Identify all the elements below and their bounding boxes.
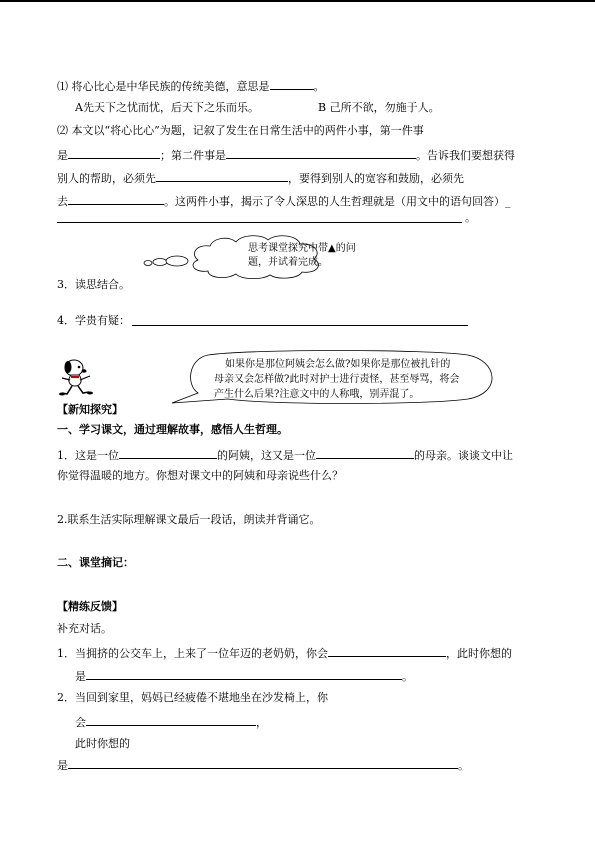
q1-option-a: A先天下之忧而忧，后天下之乐而乐。 — [75, 101, 259, 114]
practice-q1-line2: 是 。 — [75, 670, 413, 683]
cloud-line2: 题，并试着完成。 — [248, 257, 328, 268]
q2-line4: 去 。这两件小事，揭示了令人深思的人生哲理就是（用文中的语句回答）_ — [57, 195, 511, 208]
item-3: 3．读思结合。 — [57, 278, 130, 291]
practice-q2-line1: 2．当回到家里，妈妈已经疲倦不堪地坐在沙发椅上，你 — [57, 691, 328, 704]
supplement-label: 补充对话。 — [57, 622, 112, 635]
explore-q1-line2: 你觉得温暖的地方。你想对课文中的阿姨和母亲说些什么？ — [57, 469, 343, 482]
section-practice: 【精练反馈】 — [57, 600, 123, 613]
q1-stem: ⑴ 将心比心是中华民族的传统美德，意思是 。 — [57, 80, 325, 93]
practice-q2-line2: 会 ， — [75, 716, 267, 729]
practice-q1-line1: 1．当拥挤的公交车上，上来了一位年迈的老奶奶，你会 ，此时你想的 — [57, 647, 512, 660]
q2-line3: 别人的帮助，必须先 ，要得到别人的宽容和鼓励，必须先 — [57, 172, 464, 185]
cloud-line1: 思考课堂探究中带▲的问 — [248, 243, 356, 254]
practice-q2-line3: 此时你想的 — [75, 737, 130, 750]
q1-option-b: B 己所不欲，勿施于人。 — [318, 101, 440, 114]
item-4: 4．学贵有疑： — [57, 314, 130, 327]
q2-line5-end: 。 — [465, 211, 476, 224]
callout-line3: 产生什么后果?注意文中的人称哦，别弄混了。 — [214, 389, 420, 400]
section-new-knowledge: 【新知探究】 — [57, 403, 123, 416]
callout-line2: 母亲又会怎样做?此时对护士进行责怪，甚至辱骂，将会 — [214, 374, 460, 385]
practice-q2-line4: 是 。 — [57, 759, 469, 772]
section-one-heading: 一、学习课文，通过理解故事，感悟人生哲理。 — [57, 423, 288, 436]
cartoon-dog-icon — [57, 358, 97, 400]
top-rule — [0, 0, 595, 2]
explore-q2: 2.联系生活实际理解课文最后一段话，朗读并背诵它。 — [57, 513, 321, 526]
q2-answer-line — [57, 222, 462, 223]
section-two-heading: 二、课堂摘记： — [57, 556, 134, 569]
q2-line2: 是 ；第二件事是 。告诉我们要想获得 — [57, 149, 515, 162]
explore-q1-line1: 1．这是一位 的阿姨，这又是一位 的母亲。谈谈文中让 — [57, 449, 513, 462]
callout-line1: 如果你是那位阿姨会怎么做?如果你是那位被扎针的 — [225, 359, 451, 370]
q2-line1: ⑵ 本文以“将心比心”为题，记叙了发生在日常生活中的两件小事，第一件事 — [57, 124, 424, 137]
item-4-answer-line — [132, 325, 468, 326]
